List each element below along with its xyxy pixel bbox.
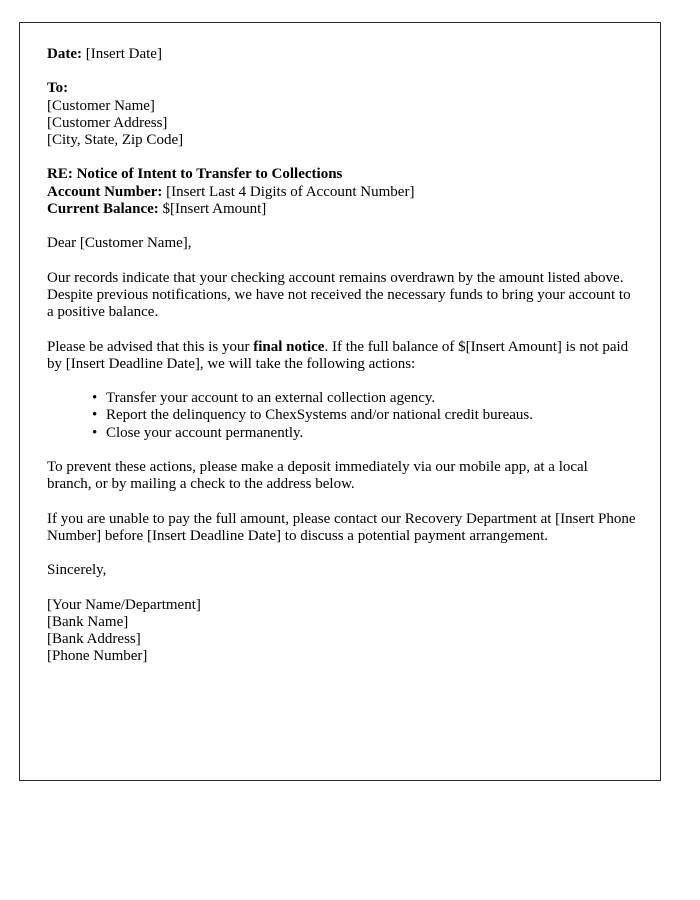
recipient-address: [Customer Address] [47, 114, 168, 131]
final-notice-suffix: . If the full balance of $[Insert Amount] is not paid by [Insert Deadline Date], we will take the following actions: [47, 338, 629, 372]
action-list [47, 390, 636, 442]
list-item [92, 407, 636, 424]
signature-name-department: [Your Name/Department] [47, 596, 201, 613]
subject-block [47, 166, 636, 218]
recipient-city-state-zip: [City, State, Zip Code] [47, 132, 184, 149]
re-subject-line: RE: Notice of Intent to Transfer to Collections [47, 166, 343, 183]
salutation [47, 235, 636, 252]
closing-text: Sincerely, [47, 562, 107, 579]
recipient-name: [Customer Name] [47, 97, 155, 114]
final-notice-emphasis: final notice [253, 338, 325, 355]
date-value: [Insert Date] [85, 46, 162, 62]
letter-page-frame [19, 22, 661, 781]
final-notice-prefix: Please be advised that this is your [47, 338, 254, 355]
letter-content [47, 46, 636, 666]
action-item-text: Transfer your account to an external collection agency. [106, 390, 436, 407]
list-item [92, 424, 636, 442]
bullet-icon: • [92, 407, 98, 424]
signature-bank-address: [Bank Address] [47, 631, 141, 648]
current-balance-line [47, 201, 636, 218]
current-balance-value: $[Insert Amount] [162, 201, 267, 218]
salutation-text: Dear [Customer Name], [47, 235, 192, 252]
recipient-label: To: [47, 80, 69, 97]
signature-bank-name: [Bank Name] [47, 613, 129, 630]
closing-block [47, 562, 636, 579]
signature-block [47, 597, 636, 666]
account-number-label: Account Number: [47, 183, 163, 200]
action-item-text: Close your account permanently. [106, 424, 304, 441]
action-item-text: Report the delinquency to ChexSystems and/or national credit bureaus. [106, 407, 533, 424]
date-label: Date: [47, 46, 82, 62]
paragraph-recovery-contact: If you are unable to pay the full amount, please contact our Recovery Department at [Insert Phone Number] before [Insert Deadline Date] to discuss a potential payment arrangement. [47, 510, 636, 544]
paragraph-prevent-actions: To prevent these actions, please make a deposit immediately via our mobile app, at a local branch, or by mailing a check to the address below. [47, 459, 588, 493]
paragraph-overdrawn-notice: Our records indicate that your checking account remains overdrawn by the amount listed above. Despite previous notifications, we have not received the necessary funds to bring your account to a positive balance. [47, 269, 631, 321]
list-item [92, 390, 636, 407]
paragraph-final-notice [47, 339, 636, 374]
current-balance-label: Current Balance: [47, 201, 159, 218]
date-line [47, 46, 636, 63]
bullet-icon: • [92, 390, 98, 407]
account-number-line [47, 184, 636, 201]
date-block [47, 46, 636, 63]
signature-phone-number: [Phone Number] [47, 648, 148, 665]
recipient-block [47, 80, 636, 149]
bullet-icon: • [92, 424, 98, 441]
account-number-value: [Insert Last 4 Digits of Account Number] [166, 183, 415, 200]
